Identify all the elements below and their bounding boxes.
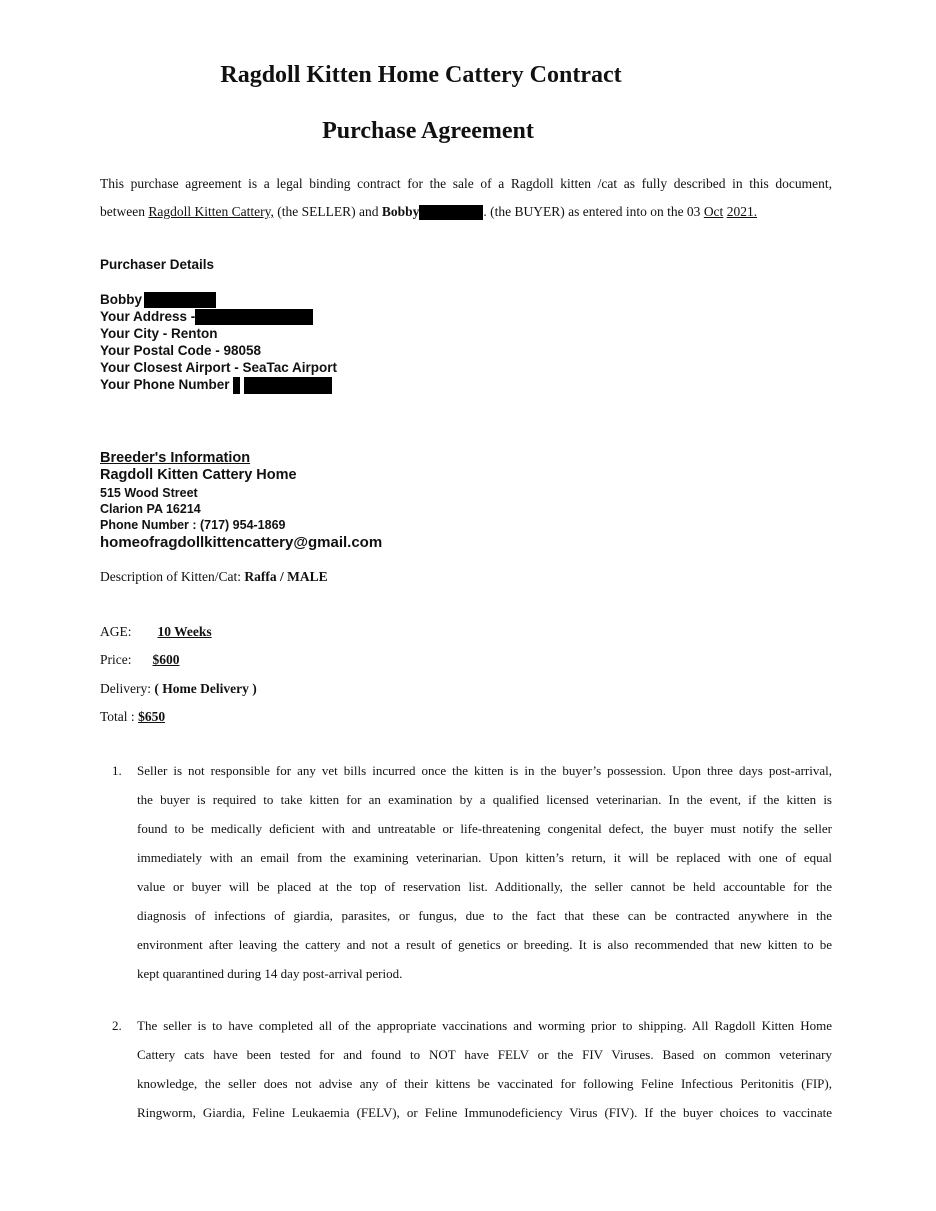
- document-subtitle: Purchase Agreement: [322, 118, 534, 144]
- description-value: Raffa / MALE: [244, 569, 328, 584]
- redaction-bar: [244, 377, 332, 394]
- delivery-value: ( Home Delivery ): [154, 681, 257, 696]
- term-line: diagnosis of infections of giardia, parasites, or fungus, due to the fact that these can be contracted anywhere in the: [137, 908, 832, 923]
- price-value: $600: [152, 652, 180, 667]
- purchaser-postal-code: Your Postal Code - 98058: [100, 343, 262, 358]
- buyer-role: . (the BUYER) as entered into on the 03: [483, 204, 704, 219]
- term-text: [137, 756, 832, 988]
- delivery-label: Delivery:: [100, 681, 155, 696]
- breeder-heading: Breeder's Information: [100, 450, 251, 466]
- contract-year: 2021.: [726, 204, 758, 219]
- redaction-bar: [195, 309, 313, 325]
- purchaser-name: Bobby: [100, 292, 142, 307]
- description-label: Description of Kitten/Cat:: [100, 569, 245, 584]
- seller-name: Ragdoll Kitten Cattery,: [148, 204, 274, 219]
- price-label: Price:: [100, 652, 132, 667]
- term-line: Cattery cats have been tested for and found to NOT have FELV or the FIV Viruses. Based on common veterinary: [137, 1047, 832, 1062]
- seller-role: (the SELLER) and: [273, 204, 382, 219]
- purchaser-city: Your City - Renton: [100, 326, 218, 341]
- total-label: Total :: [100, 709, 139, 724]
- age-value: 10 Weeks: [157, 624, 212, 639]
- price-field: [100, 652, 183, 668]
- term-line: Ringworm, Giardia, Feline Leukaemia (FELV), or Feline Immunodeficiency Virus (FIV). If the buyer choices to vaccinate: [137, 1105, 832, 1120]
- delivery-field: [100, 681, 257, 697]
- term-line: the buyer is required to take kitten for an examination by a qualified licensed veterinarian. In the event, if the kitten is: [137, 792, 832, 807]
- kitten-description: [100, 569, 328, 585]
- term-line: found to be medically deficient with and untreatable or life-threatening congenital defect, the buyer must notify the seller: [137, 821, 832, 836]
- term-line: knowledge, the seller does not advise any of their kittens be vaccinated for following Feline Infectious Peritonitis (FIP),: [137, 1076, 832, 1091]
- intro-between: between: [100, 204, 149, 219]
- redaction-bar: [144, 292, 216, 308]
- purchaser-phone-row: [100, 376, 332, 394]
- intro-line-1: This purchase agreement is a legal binding contract for the sale of a Ragdoll kitten /cat as fully described in this document,: [100, 176, 832, 191]
- purchaser-address-row: [100, 308, 313, 325]
- total-value: $650: [138, 709, 166, 724]
- term-line: value or buyer will be placed at the top of reservation list. Additionally, the seller cannot be held accountable for the: [137, 879, 832, 894]
- term-line: immediately with an email from the examining veterinarian. Upon kitten’s return, it will be replaced with one of equal: [137, 850, 832, 865]
- purchaser-heading: Purchaser Details: [100, 257, 215, 272]
- term-line: environment after leaving the cattery and not a result of genetics or breeding. It is also recommended that new kitten to be: [137, 937, 832, 952]
- term-line: The seller is to have completed all of the appropriate vaccinations and worming prior to shipping. All Ragdoll Kitten Home: [137, 1018, 832, 1033]
- term-item-1: [100, 756, 832, 988]
- purchaser-phone-label: Your Phone Number: [100, 377, 230, 392]
- breeder-city: Clarion PA 16214: [100, 502, 201, 516]
- purchaser-name-row: [100, 291, 216, 308]
- term-number: 1.: [112, 763, 122, 778]
- term-text: [137, 1011, 832, 1127]
- breeder-street: 515 Wood Street: [100, 486, 198, 500]
- term-item-2: [100, 1011, 832, 1127]
- contract-month: Oct: [703, 204, 724, 219]
- redaction-bar: [233, 377, 240, 394]
- total-field: [100, 709, 168, 725]
- term-line: Seller is not responsible for any vet bills incurred once the kitten is in the buyer’s possession. Upon three days post-arrival,: [137, 763, 832, 778]
- age-label: AGE:: [100, 624, 132, 639]
- term-line: kept quarantined during 14 day post-arrival period.: [137, 966, 403, 981]
- breeder-phone: Phone Number : (717) 954-1869: [100, 518, 286, 532]
- term-number: 2.: [112, 1018, 122, 1033]
- purchaser-airport: Your Closest Airport - SeaTac Airport: [100, 360, 338, 375]
- intro-line-2: [100, 204, 832, 220]
- age-field: [100, 624, 234, 640]
- document-title: Ragdoll Kitten Home Cattery Contract: [220, 62, 622, 88]
- redaction-bar: [419, 205, 483, 220]
- breeder-email: homeofragdollkittencattery@gmail.com: [100, 534, 383, 551]
- breeder-name: Ragdoll Kitten Cattery Home: [100, 467, 297, 483]
- purchaser-address-label: Your Address -: [100, 309, 196, 324]
- buyer-first-name: Bobby: [381, 204, 420, 219]
